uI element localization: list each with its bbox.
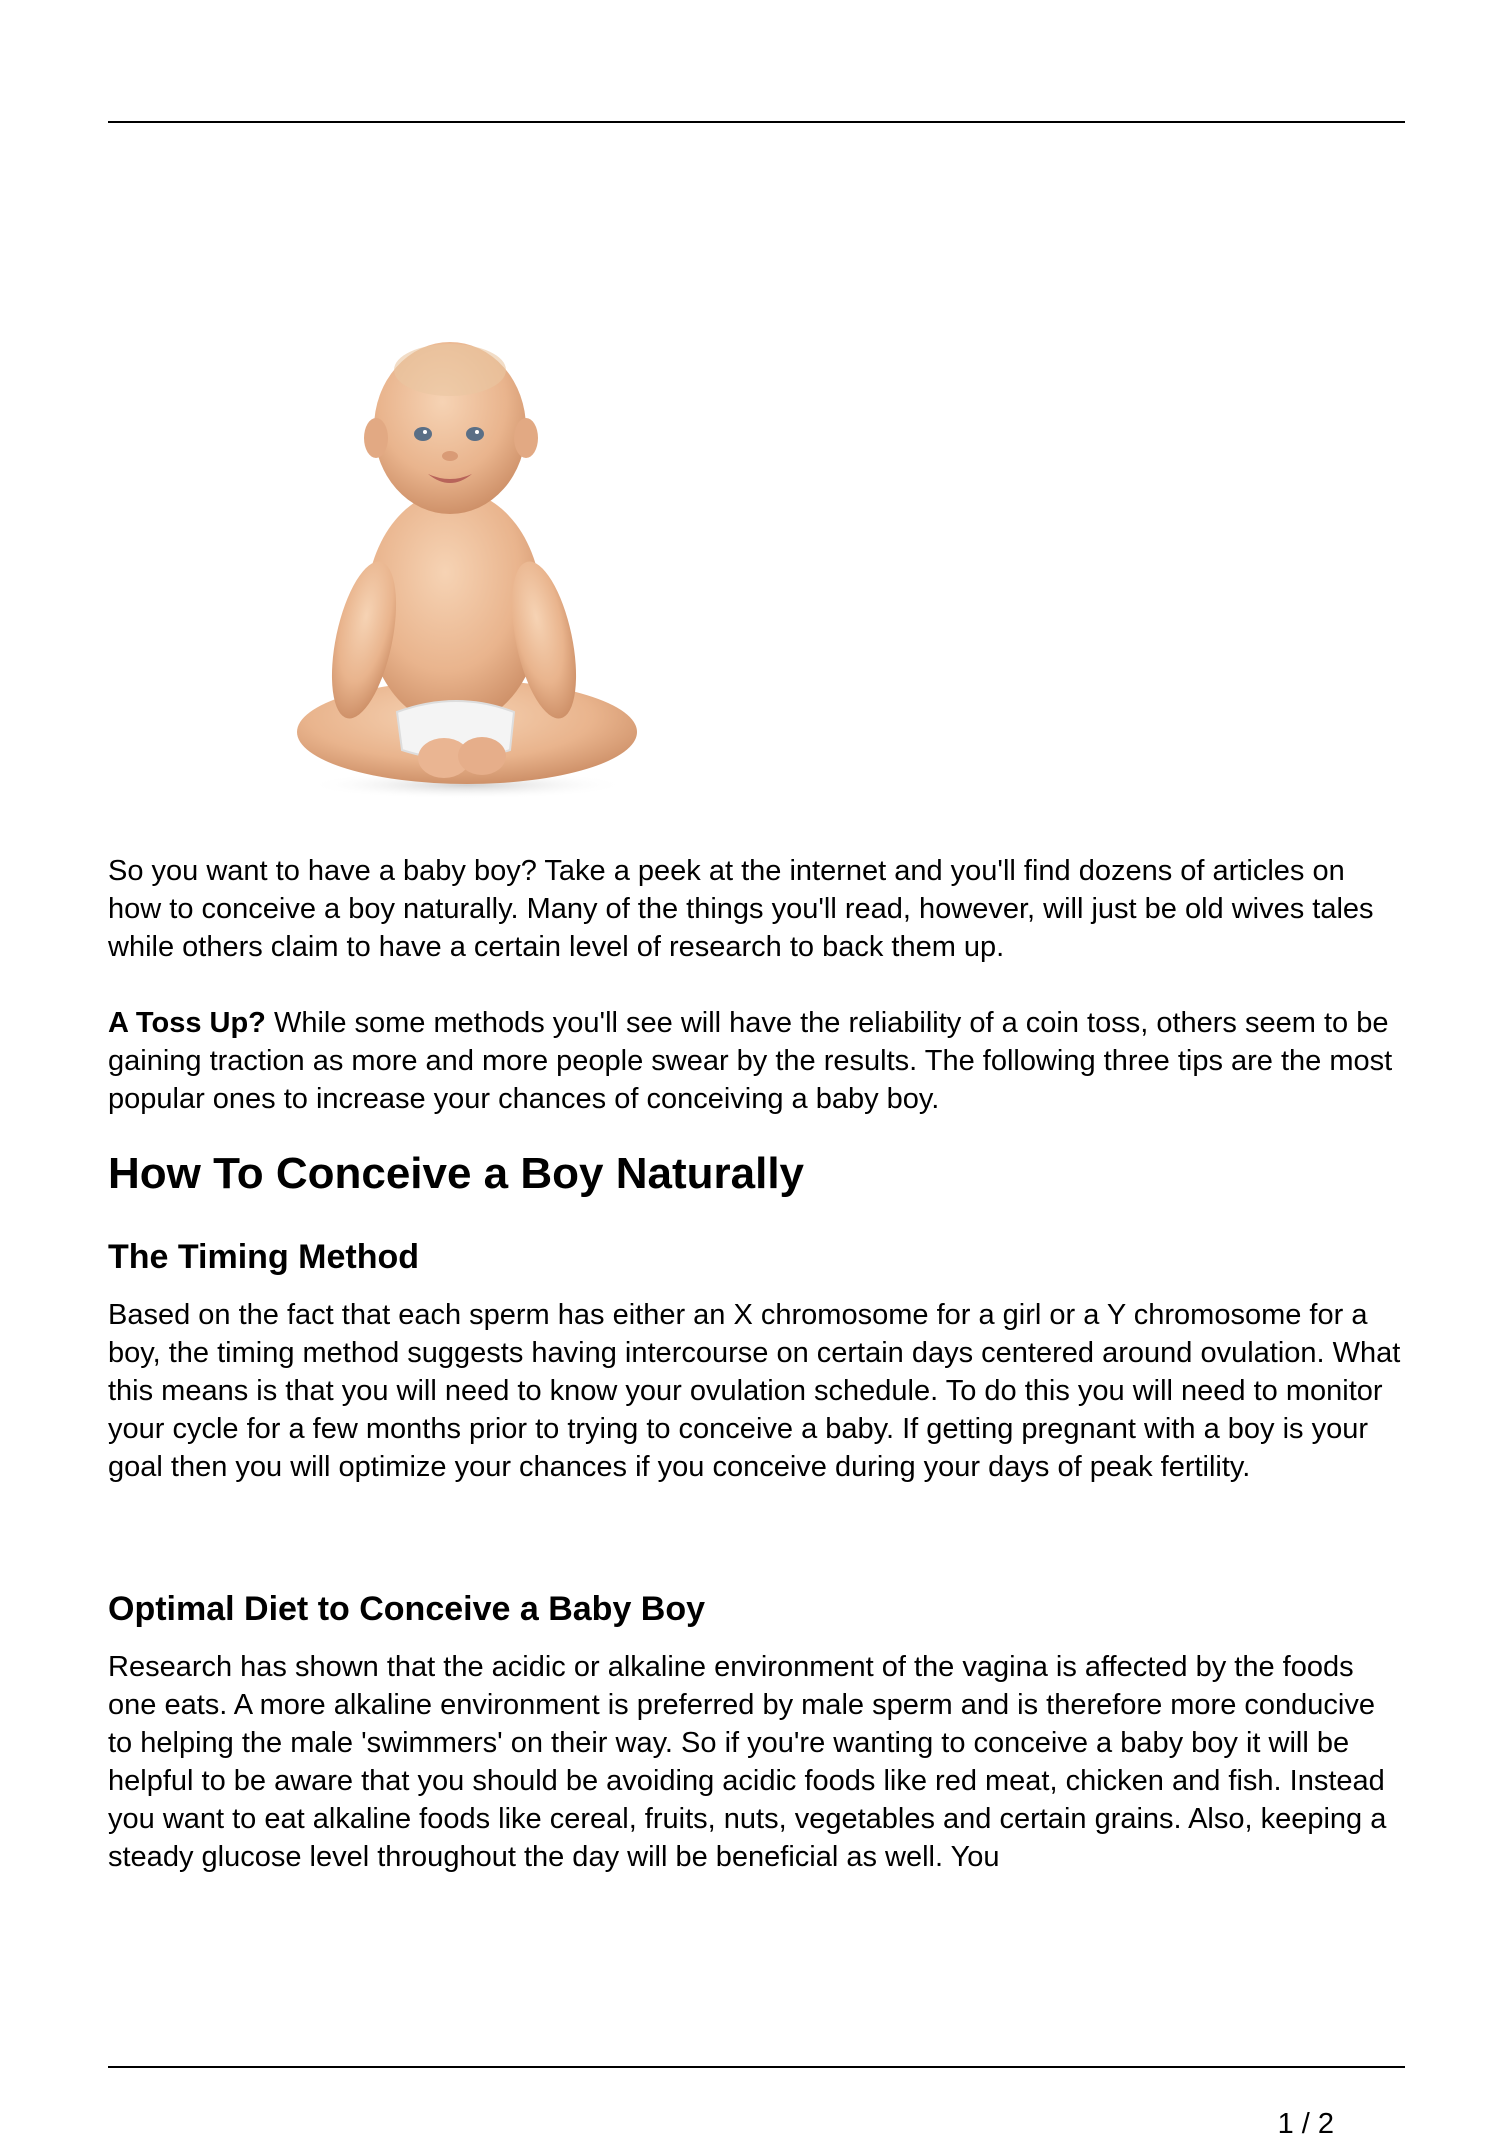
article-body <box>108 852 1405 1876</box>
section-body-timing: Based on the fact that each sperm has either an X chromosome for a girl or a Y chromosome for a boy, the timing method suggests having intercourse on certain days centered around ovulation. What this means is that you will need to know your ovulation schedule. To do this you will need to monitor your cycle for a few months prior to trying to conceive a baby. If getting pregnant with a boy is your goal then you will optimize your chances if you conceive during your days of peak fertility. <box>108 1299 1401 1483</box>
baby-photo <box>282 340 642 800</box>
footer-rule <box>108 2066 1405 2068</box>
toss-up-text: While some methods you'll see will have the reliability of a coin toss, others seem to be gaining traction as more and more people swear by the results. The following three tips are the most popular ones to increase your chances of conceiving a baby boy. <box>108 1007 1393 1115</box>
page-number: 1 / 2 <box>1277 2108 1334 2140</box>
section-heading-timing: The Timing Method <box>108 1238 420 1276</box>
intro-paragraph: So you want to have a baby boy? Take a peek at the internet and you'll find dozens of articles on how to conceive a boy naturally. Many of the things you'll read, however, will just be old wives tales while others claim to have a certain level of research to back them up. <box>108 855 1374 963</box>
section-body-diet: Research has shown that the acidic or alkaline environment of the vagina is affected by the foods one eats. A more alkaline environment is preferred by male sperm and is therefore more conducive to helping the male 'swimmers' on their way. So if you're wanting to conceive a baby boy it will be helpful to be aware that you should be avoiding acidic foods like red meat, chicken and fish. Instead you want to eat alkaline foods like cereal, fruits, nuts, vegetables and certain grains. Also, keeping a steady glucose level throughout the day will be beneficial as well. You <box>108 1651 1387 1873</box>
toss-up-lead: A Toss Up? <box>108 1007 266 1039</box>
section-heading-diet: Optimal Diet to Conceive a Baby Boy <box>108 1590 706 1628</box>
toss-up-paragraph <box>108 1004 1405 1118</box>
header-rule <box>108 121 1405 123</box>
main-heading: How To Conceive a Boy Naturally <box>108 1149 805 1198</box>
